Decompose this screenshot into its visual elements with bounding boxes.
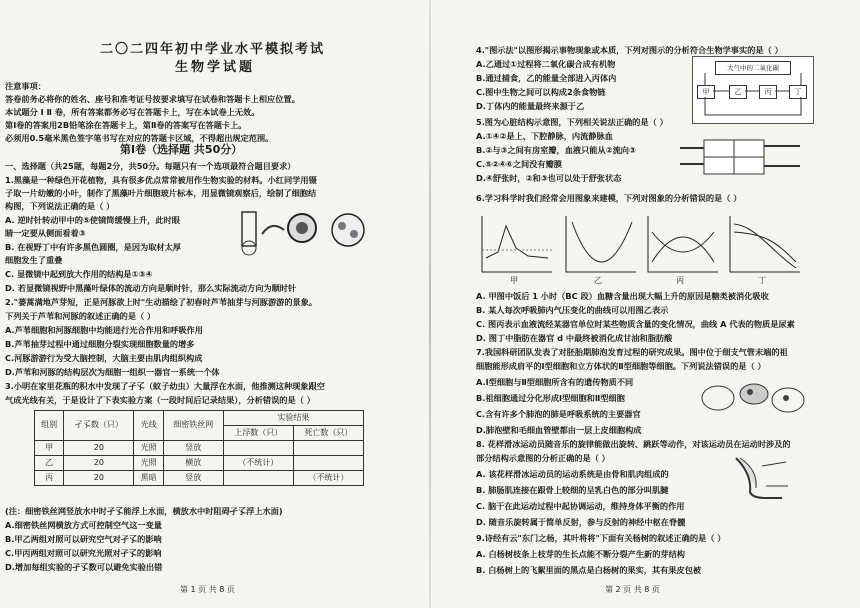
option-b: B.甲乙两组对照可以研究空气对孑孓的影响 xyxy=(5,534,162,544)
option-d: D.肺泡壁和毛细血管壁都由一层上皮细胞构成 xyxy=(476,425,642,435)
table-header: 实验结果 xyxy=(223,411,363,426)
table-row xyxy=(35,456,364,471)
option-a: A.细密铁丝网横放方式可控制空气这一变量 xyxy=(5,520,162,530)
table-cell: 20 xyxy=(64,441,134,456)
question-text: 气成光线有关，于是设计了下表实验方案（一段时间后记录结果），分析错误的是（ ） xyxy=(5,395,315,405)
table-note: (注：细密铁丝网竖放水中时孑孓能浮上水面，横放水中时阻碍孑孓浮上水面) xyxy=(5,506,283,516)
exam-title: 二〇二四年初中学业水平模拟考试 xyxy=(100,42,326,57)
option-b: B. 肺肠肌连接在跟骨上较细的呈乳白色的部分叫肌腱 xyxy=(476,485,669,495)
table-cell: 丙 xyxy=(35,471,64,486)
leg-muscle-figure xyxy=(726,454,806,502)
exam-subtitle: 生物学试题 xyxy=(175,60,256,75)
graph-ding xyxy=(730,216,800,272)
option-b: B.祖细胞通过分化形成Ⅰ型细胞和Ⅱ型细胞 xyxy=(476,393,625,403)
question-text: 4."图示法"以图形揭示事物现象或本质，下列对图示的分析符合生物学事实的是（ ） xyxy=(476,45,783,55)
ecosystem-figure xyxy=(692,56,814,124)
microscope-figure xyxy=(240,204,370,260)
question-text: 7.我国科研团队发表了对胚胎期肺泡发育过程的研究成果。图中位于细支气管末端的祖 xyxy=(476,347,788,357)
option-b: B. 白杨树上的飞絮里面的黑点是白杨树的果实，其有果皮包被 xyxy=(476,565,702,575)
option-d: D. 若显微镜视野中黑藻叶绿体的流动方向是顺时针，那么实际流动方向为顺时针 xyxy=(5,283,297,293)
table-cell: （不统计） xyxy=(223,456,293,471)
question-text: 2."蒌蒿满地芦芽短，正是河豚欲上时"生动描绘了初春时芦苇抽芽与河豚游游的景象。 xyxy=(5,297,318,307)
option-a: A. 逆时针转动甲中的⑤使镜筒缓慢上升，此时眼 xyxy=(5,215,180,225)
option-c: C. 脑干在此运动过程中起协调运动，维持身体平衡的作用 xyxy=(476,501,685,511)
graph-label: 乙 xyxy=(594,275,603,285)
option-d: D.丁体内的能量最终来源于乙 xyxy=(476,101,585,111)
question-text: 部分结构示意图的分析正确的是（ ） xyxy=(476,453,610,463)
table-header: 孑孓数（只） xyxy=(64,411,134,441)
option-a: A.Ⅰ型细胞与Ⅱ型细胞所含有的遗传物质不同 xyxy=(476,377,634,387)
option-a: A.乙通过①过程将二氧化碳合成有机物 xyxy=(476,59,616,69)
table-cell: 竖放 xyxy=(163,441,223,456)
ecosystem-arrows xyxy=(693,57,813,123)
option-b: B.芦苇抽芽过程中通过细胞分裂实现细胞数量的增多 xyxy=(5,339,195,349)
table-row xyxy=(35,441,364,456)
table-cell: 横放 xyxy=(163,456,223,471)
experiment-table xyxy=(34,410,364,486)
option-c: C. 图丙表示血液流经某器官单位时某些物质含量的变化情况，曲线 A 代表的物质是尿素 xyxy=(476,319,795,329)
option-c: C.含有许多个肺泡的肺是呼吸系统的主要器官 xyxy=(476,409,641,419)
option-a: A. 白杨树枝条上枝芽的生长点能不断分裂产生新的芽结构 xyxy=(476,549,685,559)
table-cell: 竖放 xyxy=(163,471,223,486)
exam-page-2 xyxy=(430,0,860,608)
page-footer: 第 1 页 共 8 页 xyxy=(180,585,235,594)
table-cell xyxy=(293,441,363,456)
organism-box: 乙 xyxy=(729,85,747,99)
option-a: A. 该花样滑冰运动员的运动系统是由骨和肌肉组成的 xyxy=(476,469,669,479)
question-text: 8. 花样滑冰运动员随音乐的旋律能做出旋转、跳跃等动作，对该运动员在运动时涉及的 xyxy=(476,439,791,449)
table-header: 细密铁丝网 xyxy=(163,411,223,441)
question-text: 3.小明在家里花瓶的积水中发现了孑孓（蚊子幼虫）大量浮在水面，他推测这种现象跟空 xyxy=(5,381,325,391)
option-d: D. 随音乐旋转属于简单反射，参与反射的神经中枢在脊髓 xyxy=(476,517,686,527)
table-subheader: 死亡数（只） xyxy=(293,426,363,441)
question-text: 细胞能形成肩平的Ⅰ型细胞和立方体状的Ⅱ型细胞等细胞。下列说法错误的是（ ） xyxy=(476,361,766,371)
question-text: 构图，下列说法正确的是（ ） xyxy=(5,201,115,211)
question-text: 1.黑藻是一种绿色开花植物，具有很多优点常常被用作生物实验的材料。小红同学用镊 xyxy=(5,175,317,185)
table-header: 光线 xyxy=(134,411,163,441)
table-header-row xyxy=(35,411,364,426)
option-c: C.⑤②④⑥之间没有瓣膜 xyxy=(476,159,562,169)
notice-line: 答卷前务必将你的姓名、座号和准考证号按要求填写在试卷和答题卡上相应位置。 xyxy=(5,94,300,104)
graph-bing xyxy=(648,216,718,272)
table-header: 组别 xyxy=(35,411,64,441)
option-c: C.图中生物之间可以构成2条食物链 xyxy=(476,87,606,97)
organism-box: 甲 xyxy=(697,85,715,99)
notice-heading: 注意事项： xyxy=(5,81,46,91)
table-cell: 光照 xyxy=(134,441,163,456)
table-cell xyxy=(293,456,363,471)
option-a: A. 甲图中饭后 1 小时（BC 段）血糖含量出现大幅上升的原因是糖类被消化吸收 xyxy=(476,291,769,301)
option-a-cont: 睛一定要从侧面看着③ xyxy=(5,228,86,238)
option-b: B.②与③之间有房室瓣，血液只能从②流向③ xyxy=(476,145,636,155)
option-d: D.增加每组实验的孑孓数可以避免实验出错 xyxy=(5,562,163,572)
table-row xyxy=(35,471,364,486)
table-cell: 光照 xyxy=(134,456,163,471)
option-a: A.芦苇细胞和河豚细胞中均能进行光合作用和呼吸作用 xyxy=(5,325,203,335)
graphs-figure xyxy=(476,212,806,284)
graph-label: 丙 xyxy=(676,275,685,285)
atmosphere-co2-box: 大气中的二氧化碳 xyxy=(715,61,791,75)
table-cell: 20 xyxy=(64,471,134,486)
notice-line: 第Ⅰ卷的答案用2B铅笔涂在答题卡上，第Ⅱ卷的答案写在答题卡上。 xyxy=(5,120,247,130)
option-a: A.①④②是上、下腔静脉，内流静脉血 xyxy=(476,131,613,141)
table-cell: 20 xyxy=(64,456,134,471)
question-text: 5.图为心脏结构示意图，下列相关说法正确的是（ ） xyxy=(476,117,668,127)
graph-label: 甲 xyxy=(510,275,519,285)
table-cell: 黑暗 xyxy=(134,471,163,486)
part-heading: 一、选择题（共25题，每题2分，共50分。每题只有一个选项最符合题目要求） xyxy=(5,161,296,171)
alveolus-figure xyxy=(698,378,808,418)
graph-label: 丁 xyxy=(758,275,767,285)
option-d: D.芦苇和河豚的结构层次为细胞一组织一器官一系统一个体 xyxy=(5,367,220,377)
table-cell: 乙 xyxy=(35,456,64,471)
question-text: 6.学习科学时我们经常会用图象来建模，下列对图象的分析错误的是（ ） xyxy=(476,193,742,203)
table-subheader: 上浮数（只） xyxy=(223,426,293,441)
page-footer: 第 2 页 共 8 页 xyxy=(605,585,660,594)
option-c: C.河豚游游行为受大脑控制，大脑主要由肌肉组织构成 xyxy=(5,353,203,363)
section-heading: 第Ⅰ卷（选择题 共50分） xyxy=(120,143,243,156)
organism-box: 丁 xyxy=(789,85,807,99)
graph-yi xyxy=(566,216,636,272)
option-b-cont: 细胞发生了重叠 xyxy=(5,255,63,265)
notice-line: 必须用0.5毫米黑色签字笔书写在对应的答题卡区域，不得超出规定范围。 xyxy=(5,133,274,143)
option-c: C. 显微镜中起到放大作用的结构是①③④ xyxy=(5,269,153,279)
notice-line: 本试题分 Ⅰ Ⅱ 卷，所有答案都务必写在答题卡上，写在本试卷上无效。 xyxy=(5,107,260,117)
heart-figure xyxy=(680,134,800,180)
table-cell xyxy=(223,471,293,486)
question-text: 下列关于芦苇和河豚的叙述正确的是（ ） xyxy=(5,311,156,321)
table-cell xyxy=(223,441,293,456)
question-text: 9.诗经有云"东门之杨，其叶将将"下面有关杨树的叙述正确的是（ ） xyxy=(476,533,726,543)
option-b: B. 某人每次呼吸肺内气压变化的曲线可以用图乙表示 xyxy=(476,305,669,315)
table-cell: （不统计） xyxy=(293,471,363,486)
table-cell: 甲 xyxy=(35,441,64,456)
option-b: B.通过捕食，乙的能量全部进入丙体内 xyxy=(476,73,617,83)
question-text: 子取一片幼嫩的小叶，制作了黑藻叶片细胞玻片标本，用显微镜观察后，绘制了细胞结 xyxy=(5,188,317,198)
option-c: C.甲丙两组对照可以研究光照对孑孓的影响 xyxy=(5,548,162,558)
organism-box: 丙 xyxy=(759,85,777,99)
option-d: D.④舒张时，②和③也可以处于舒张状态 xyxy=(476,173,622,183)
option-b: B. 在视野丁中有许多黑色圆圈，是因为取材太厚 xyxy=(5,242,181,252)
option-d: D. 图丁中脂肪在器官 d 中最终被消化成甘油和脂肪酸 xyxy=(476,333,673,343)
graph-jia xyxy=(482,216,552,272)
